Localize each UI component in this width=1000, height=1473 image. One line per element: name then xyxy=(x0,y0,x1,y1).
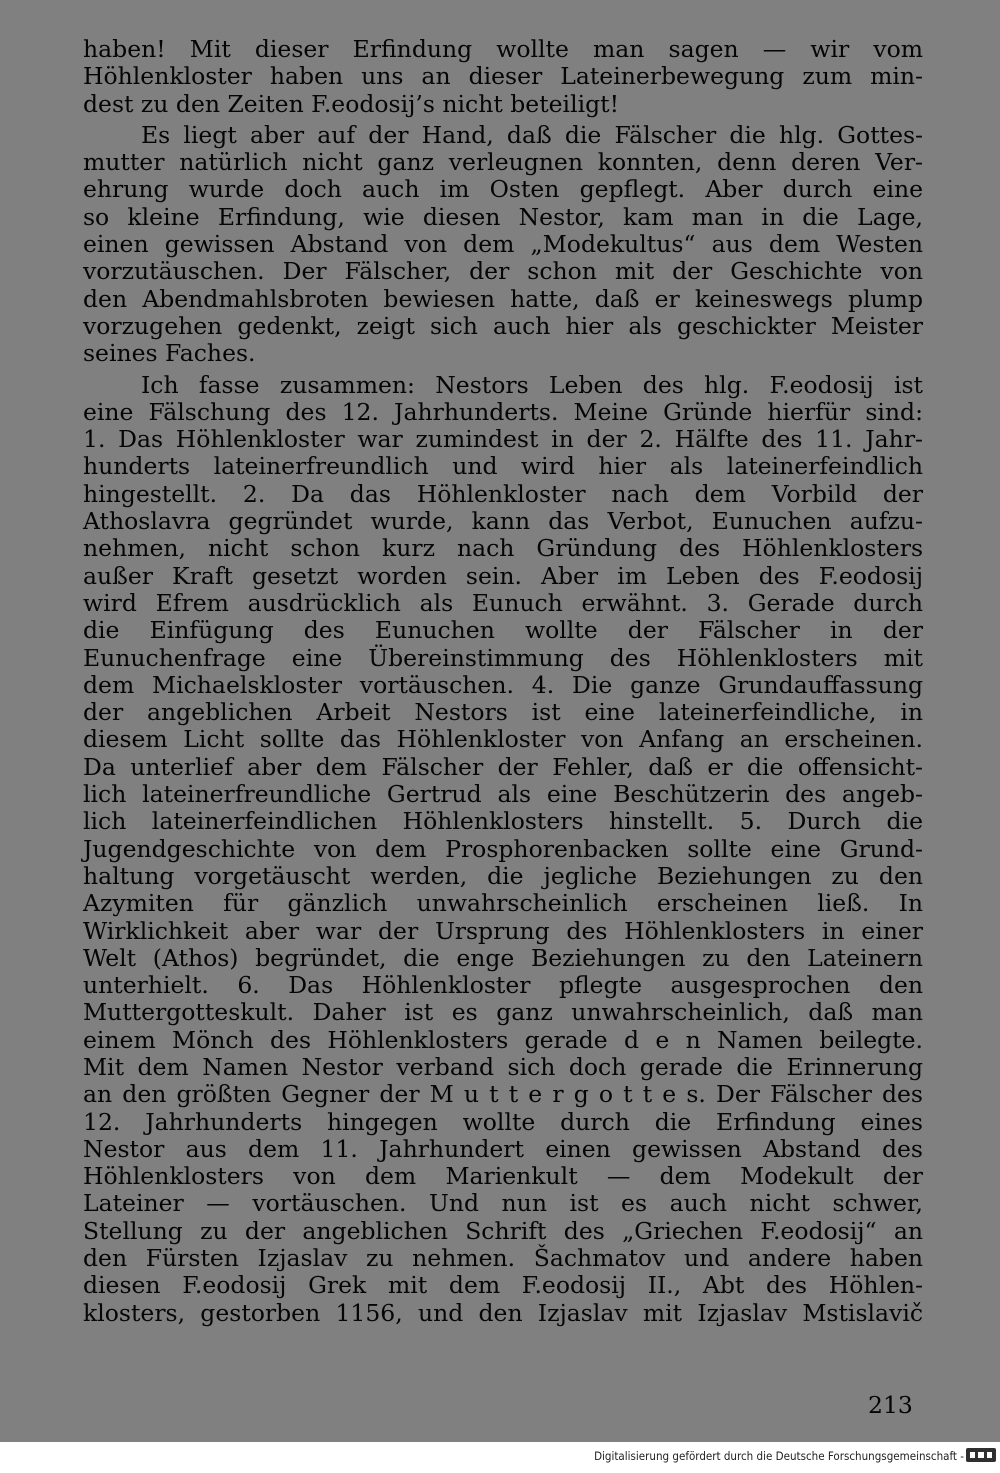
text-line: mutter natürlich nicht ganz verleugnen konnten, denn deren Ver- xyxy=(83,148,923,177)
text-line: dest zu den Zeiten F.eodosij’s nicht beteiligt! xyxy=(83,89,620,118)
text-line: lich lateinerfreundliche Gertrud als eine Beschützerin des angeb- xyxy=(83,780,923,809)
text-line: Da unterlief aber dem Fälscher der Fehler, daß er die offensicht- xyxy=(83,752,923,781)
text-line: Höhlenkloster haben uns an dieser Lateinerbewegung zum min- xyxy=(83,62,923,91)
text-line: Muttergotteskult. Daher ist es ganz unwahrscheinlich, daß man xyxy=(83,998,923,1027)
text-line: Lateiner — vortäuschen. Und nun ist es auch nicht schwer, xyxy=(83,1189,923,1218)
text-line: unterhielt. 6. Das Höhlenkloster pflegte ausgesprochen den xyxy=(83,971,923,1000)
text-line: wird Efrem ausdrücklich als Eunuch erwähnt. 3. Gerade durch xyxy=(83,588,923,617)
text-line: klosters, gestorben 1156, und den Izjaslav mit Izjaslav Mstislavič xyxy=(83,1298,923,1327)
text-line: außer Kraft gesetzt worden sein. Aber im Leben des F.eodosij xyxy=(83,561,923,590)
text-line: haben! Mit dieser Erfindung wollte man sagen — wir vom xyxy=(83,35,923,63)
text-line: Mit dem Namen Nestor verband sich doch gerade die Erinnerung xyxy=(83,1052,923,1081)
text-line: Wirklichkeit aber war der Ursprung des Höhlenklosters in einer xyxy=(83,916,923,945)
text-line: ehrung wurde doch auch im Osten gepflegt. Aber durch eine xyxy=(83,175,923,204)
text-line: an den größten Gegner der M u t t e r g o t t e s. Der Fälscher des xyxy=(83,1080,923,1109)
text-line: diesen F.eodosij Grek mit dem F.eodosij II., Abt des Höhlen- xyxy=(83,1271,923,1300)
footer-credit-text: Digitalisierung gefördert durch die Deutsche Forschungsgemeinschaft - xyxy=(594,1449,964,1463)
paragraph-2 xyxy=(83,122,923,368)
digitization-footer xyxy=(0,1442,1000,1473)
text-line: den Fürsten Izjaslav zu nehmen. Šachmatov und andere haben xyxy=(83,1244,923,1273)
text-line: Athoslavra gegründet wurde, kann das Verbot, Eunuchen aufzu- xyxy=(83,507,923,536)
text-line: dem Michaelskloster vortäuschen. 4. Die ganze Grundauffassung xyxy=(83,670,923,699)
text-line: den Abendmahlsbroten bewiesen hatte, daß er keineswegs plump xyxy=(83,284,923,313)
text-line: Höhlenklosters von dem Marienkult — dem Modekult der xyxy=(83,1162,923,1191)
text-line: Stellung zu der angeblichen Schrift des „Griechen F.eodosij“ an xyxy=(83,1216,923,1245)
text-line: vorzutäuschen. Der Fälscher, der schon mit der Geschichte von xyxy=(83,257,923,286)
text-line: 12. Jahrhunderts hingegen wollte durch die Erfindung eines xyxy=(83,1107,923,1136)
text-line: Eunuchenfrage eine Übereinstimmung des Höhlenklosters mit xyxy=(83,643,923,672)
text-line: nehmen, nicht schon kurz nach Gründung des Höhlenklosters xyxy=(83,534,923,563)
text-line: Welt (Athos) begründet, die enge Beziehungen zu den Lateinern xyxy=(83,943,923,972)
paragraph-3 xyxy=(83,372,923,1327)
text-line: hunderts lateinerfreundlich und wird hier als lateinerfeindlich xyxy=(83,452,923,481)
paragraph-1 xyxy=(83,36,923,118)
text-line: einem Mönch des Höhlenklosters gerade d e n Namen beilegte. xyxy=(83,1025,923,1054)
text-line: vorzugehen gedenkt, zeigt sich auch hier als geschickter Meister xyxy=(83,311,923,340)
text-line: Ich fasse zusammen: Nestors Leben des hlg. F.eodosij ist xyxy=(141,370,923,399)
text-line: haltung vorgetäuscht werden, die jegliche Beziehungen zu den xyxy=(83,861,923,890)
text-line: Jugendgeschichte von dem Prosphorenbacken sollte eine Grund- xyxy=(83,834,923,863)
text-line: diesem Licht sollte das Höhlenkloster von Anfang an erscheinen. xyxy=(83,725,923,754)
text-line: der angeblichen Arbeit Nestors ist eine lateinerfeindliche, in xyxy=(83,698,923,727)
dfg-logo-icon xyxy=(966,1448,996,1462)
text-line: Nestor aus dem 11. Jahrhundert einen gewissen Abstand des xyxy=(83,1134,923,1163)
text-line: seines Faches. xyxy=(83,339,256,368)
text-line: eine Fälschung des 12. Jahrhunderts. Meine Gründe hierfür sind: xyxy=(83,397,923,426)
text-line: hingestellt. 2. Da das Höhlenkloster nach dem Vorbild der xyxy=(83,479,923,508)
text-line: einen gewissen Abstand von dem „Modekultus“ aus dem Westen xyxy=(83,230,923,259)
text-line: Es liegt aber auf der Hand, daß die Fälscher die hlg. Gottes- xyxy=(141,120,923,149)
body-text xyxy=(83,36,923,1327)
text-line: Azymiten für gänzlich unwahrscheinlich erscheinen ließ. In xyxy=(83,889,923,918)
text-line: die Einfügung des Eunuchen wollte der Fälscher in der xyxy=(83,616,923,645)
text-line: so kleine Erfindung, wie diesen Nestor, kam man in die Lage, xyxy=(83,202,923,231)
text-line: lich lateinerfeindlichen Höhlenklosters hinstellt. 5. Durch die xyxy=(83,807,923,836)
page-number: 213 xyxy=(868,1391,913,1419)
text-line: 1. Das Höhlenkloster war zumindest in der 2. Hälfte des 11. Jahr- xyxy=(83,425,923,454)
